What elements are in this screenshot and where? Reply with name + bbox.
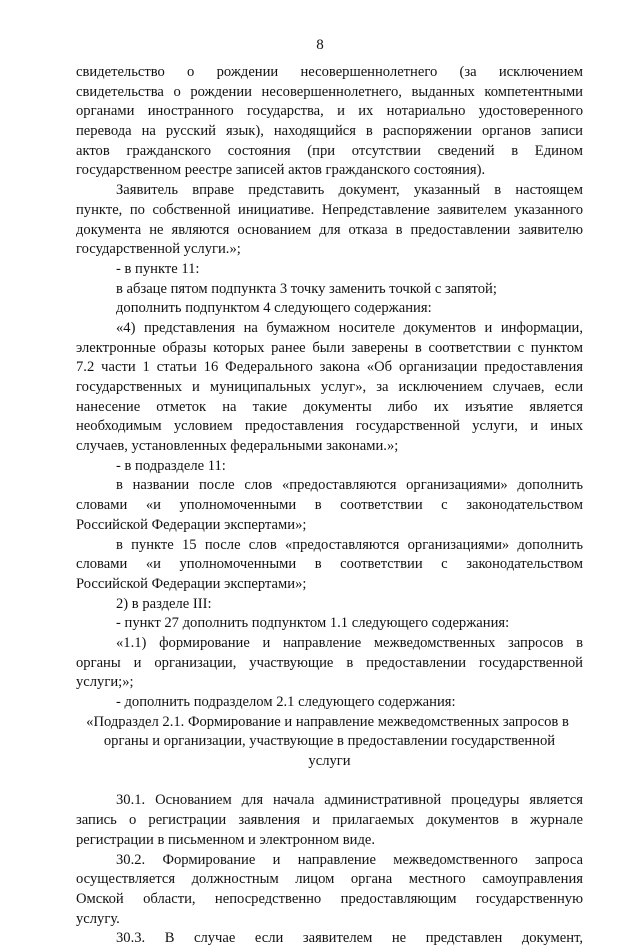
text-line: словами «и уполномоченными в соответствии с законодательством	[76, 497, 583, 514]
text-line: регистрации в письменном и электронном виде.	[76, 831, 376, 848]
page-number: 8	[316, 37, 324, 53]
text-line: органы и организации, участвующие в предоставлении государственной	[103, 733, 556, 750]
text-line: Заявитель вправе представить документ, указанный в настоящем	[116, 182, 583, 199]
blank-line	[76, 772, 583, 792]
text-line: свидетельство о рождении несовершеннолетнего (за исключением	[76, 64, 583, 80]
text-line: актов гражданского состояния (при отсутствии сведений в Едином	[76, 142, 583, 159]
text-line: нанесение отметок на такие документы либо их изъятие является	[76, 398, 583, 415]
text-line: случаев, установленных федеральными законами.»;	[76, 438, 399, 455]
text-line: свидетельства о рождении несовершеннолетнего, выданных компетентными	[76, 83, 583, 100]
text-line: в абзаце пятом подпункта 3 точку заменить точкой с запятой;	[116, 280, 497, 297]
text-line: в названии после слов «предоставляются организациями» дополнить	[116, 477, 583, 494]
text-line: государственном реестре записей актов гражданского состояния).	[76, 162, 486, 179]
text-line: пункте, по собственной инициативе. Непредставление заявителем указанного	[76, 201, 583, 218]
text-line: «Подраздел 2.1. Формирование и направление межведомственных запросов в	[86, 713, 569, 730]
text-line: Омской области, непосредственно предоставляющим государственную	[76, 890, 583, 907]
text-line: осуществляется должностным лицом органа местного самоуправления	[76, 871, 583, 888]
text-line: - пункт 27 дополнить подпунктом 1.1 следующего содержания:	[116, 615, 510, 632]
document-body	[76, 63, 583, 949]
text-line: в пункте 15 после слов «предоставляются организациями» дополнить	[116, 536, 583, 553]
text-line: 7.2 части 1 статьи 16 Федерального закона «Об организации предоставления	[76, 359, 583, 376]
text-line: 30.2. Формирование и направление межведомственного запроса	[116, 851, 583, 868]
text-line: государственных и муниципальных услуг», за исключением случаев, если	[76, 379, 583, 395]
text-line: 2) в разделе III:	[116, 595, 212, 612]
text-line: Российской Федерации экспертами»;	[76, 575, 307, 592]
text-line: органами иностранного государства, и их нотариально удостоверенного	[76, 103, 583, 120]
text-line: электронные образы которых ранее были заверены в соответствии с пунктом	[76, 339, 583, 356]
text-line: - в пункте 11:	[116, 260, 200, 277]
text-line: государственной услуги.»;	[76, 241, 241, 258]
text-line: «1.1) формирование и направление межведомственных запросов в	[116, 634, 583, 651]
text-line: запись о регистрации заявления и прилагаемых документов в журнале	[76, 812, 583, 829]
text-line: 30.3. В случае если заявителем не представлен документ,	[116, 930, 583, 947]
text-line: органы и организации, участвующие в предоставлении государственной	[76, 654, 583, 671]
text-line: «4) представления на бумажном носителе документов и информации,	[116, 319, 583, 336]
text-line: услуги	[308, 753, 351, 770]
text-line: документа не являются основанием для отказа в предоставлении заявителю	[76, 221, 583, 238]
text-line: необходимым условием предоставления государственной услуги, и иных	[76, 418, 583, 435]
text-line: перевода на русский язык), находящийся в распоряжении органов записи	[76, 123, 583, 140]
text-line: - дополнить подразделом 2.1 следующего содержания:	[116, 694, 456, 710]
text-line: Российской Федерации экспертами»;	[76, 516, 307, 533]
text-line: услуги;»;	[76, 674, 134, 691]
text-line: 30.1. Основанием для начала административной процедуры является	[116, 792, 583, 809]
text-line: - в подразделе 11:	[116, 457, 226, 474]
text-line: дополнить подпунктом 4 следующего содержания:	[116, 300, 432, 317]
text-line: услугу.	[76, 910, 120, 927]
text-line: словами «и уполномоченными в соответствии с законодательством	[76, 556, 583, 573]
